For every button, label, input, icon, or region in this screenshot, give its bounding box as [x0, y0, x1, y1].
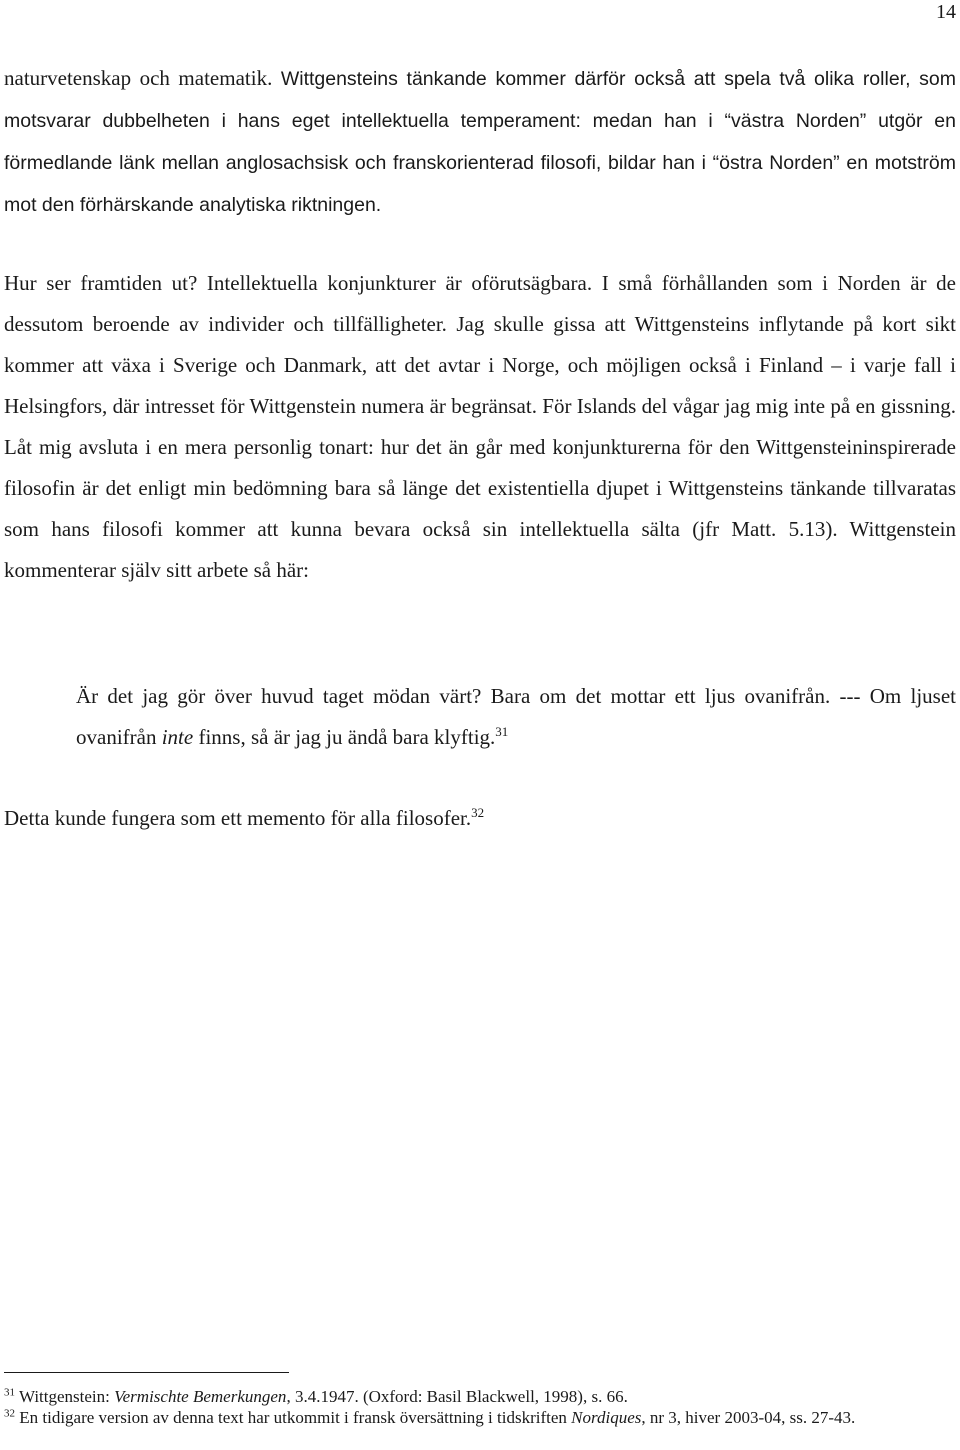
- footnote-ref-32[interactable]: 32: [471, 805, 485, 820]
- intro-lead-text: naturvetenskap och matematik.: [4, 66, 273, 90]
- main-paragraph: Hur ser framtiden ut? Intellektuella konjunkturer är oförutsägbara. I små förhållanden som i Norden är de dessutom beroende av individer och tillfälligheter. Jag skulle gissa att Wittgensteins inflytande på kort sikt kommer att växa i Sverige och Danmark, att det avtar i Norge, och möjligen också i Finland – i varje fall i Helsingfors, där intresset för Wittgenstein numera är begränsat. För Islands del vågar jag mig inte på en gissning. Låt mig avsluta i en mera personlig tonart: hur det än går med konjunkturerna för den Wittgensteininspirerade filosofin är det enligt min bedömning bara så länge det existentiella djupet i Wittgensteins tänkande tillvaratas som hans filosofi kommer att kunna bevara också sin intellektuella sälta (jfr Matt. 5.13). Wittgenstein kommenterar själv sitt arbete så här:: [4, 271, 956, 582]
- footnote-number: 32: [4, 1407, 15, 1420]
- footnote-32: [4, 1407, 956, 1428]
- footnote-title: Vermischte Bemerkungen: [114, 1387, 287, 1406]
- footnotes: [4, 1386, 956, 1428]
- footnote-ref-31[interactable]: 31: [495, 724, 509, 739]
- footnote-separator: [4, 1372, 289, 1373]
- footnote-text: Wittgenstein:: [18, 1387, 115, 1406]
- page-number: 14: [936, 1, 956, 23]
- quote-text-part1: Är det jag gör över huvud taget mödan värt? Bara om det mottar ett ljus ovanifrån. --- Om ljuset ovanifrån: [76, 684, 956, 749]
- block-quote: [76, 676, 956, 758]
- intro-paragraph: [4, 58, 956, 226]
- footnote-text: En tidigare version av denna text har utkommit i fransk översättning i tidskriften: [19, 1408, 572, 1427]
- quote-emphasis: inte: [161, 725, 194, 749]
- closing-text: Detta kunde fungera som ett memento för alla filosofer.: [4, 806, 472, 830]
- footnote-text: , 3.4.1947. (Oxford: Basil Blackwell, 1998), s. 66.: [286, 1387, 628, 1406]
- closing-sentence: [4, 798, 484, 839]
- footnote-31: [4, 1386, 956, 1407]
- footnote-title: Nordiques: [571, 1408, 642, 1427]
- intro-rest-text: Wittgensteins tänkande kommer därför också att spela två olika roller, som motsvarar dubbelheten i hans eget intellektuella temperament: medan han i “västra Norden” utgör en förmedlande länk mellan anglosachsisk och franskorienterad filosofi, bildar han i “östra Norden” en motström mot den förhärskande analytiska riktningen.: [4, 68, 957, 216]
- footnote-number: 31: [4, 1386, 15, 1399]
- footnote-text: , nr 3, hiver 2003-04, ss. 27-43.: [641, 1408, 856, 1427]
- quote-text-part2: finns, så är jag ju ändå bara klyftig.: [193, 725, 496, 749]
